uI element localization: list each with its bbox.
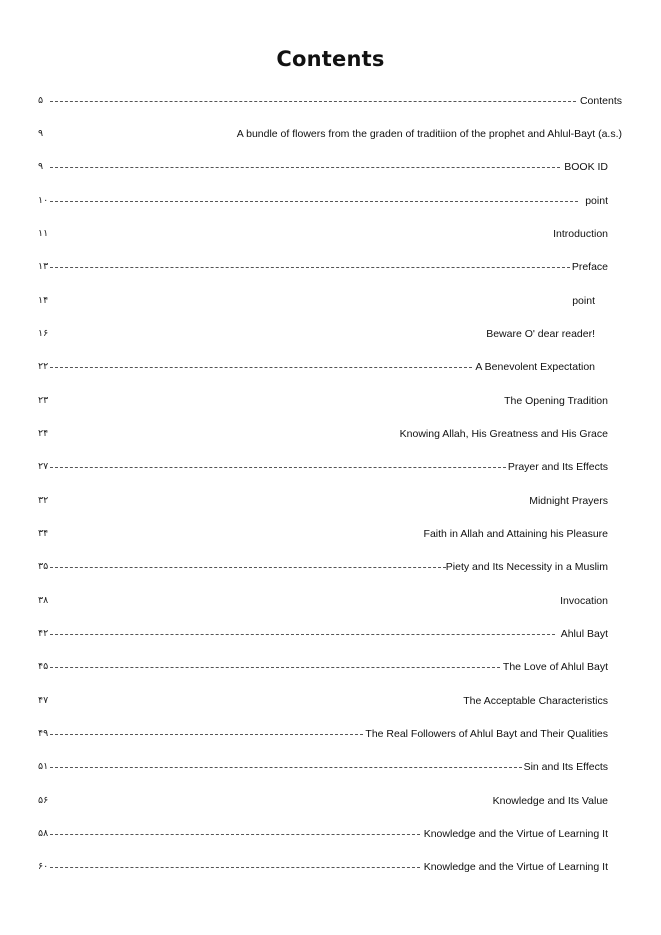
toc-entry[interactable] [0, 825, 661, 843]
toc-entry-title[interactable]: Knowledge and Its Value [492, 795, 608, 807]
toc-page-number: ۲۴ [38, 428, 49, 439]
toc-entry[interactable] [0, 292, 661, 310]
toc-entry[interactable] [0, 592, 661, 610]
toc-entry-title[interactable]: point [585, 195, 608, 207]
toc-entry-title[interactable]: Prayer and Its Effects [507, 461, 608, 473]
toc-entry-title[interactable]: Invocation [560, 595, 608, 607]
toc-page-number: ۹ [38, 161, 44, 172]
dotted-leader [50, 634, 555, 635]
toc-entry-title[interactable]: Preface [571, 261, 608, 273]
dotted-leader [50, 267, 570, 268]
toc-page-number: ۳۴ [38, 528, 49, 539]
toc-page-number: ۳۲ [38, 495, 49, 506]
toc-entry[interactable] [0, 858, 661, 876]
toc-page-number: ۱۴ [38, 295, 49, 306]
toc-entry-title[interactable]: Beware O' dear reader! [486, 328, 595, 340]
toc-page-number: ۱۶ [38, 328, 49, 339]
toc-page-number: ۶۰ [38, 861, 49, 872]
toc-page-number: ۳۸ [38, 595, 49, 606]
dotted-leader [50, 167, 560, 168]
toc-entry-title[interactable]: Sin and Its Effects [523, 761, 608, 773]
toc-entry[interactable] [0, 158, 661, 176]
toc-entry[interactable] [0, 325, 661, 343]
dotted-leader [50, 667, 500, 668]
toc-entry-title[interactable]: Piety and Its Necessity in a Muslim [445, 561, 608, 573]
toc-page-number: ۱۰ [38, 195, 49, 206]
toc-entry[interactable] [0, 425, 661, 443]
dotted-leader [50, 867, 420, 868]
toc-entry[interactable] [0, 725, 661, 743]
toc-entry[interactable] [0, 125, 661, 143]
page-title: Contents [276, 47, 385, 71]
toc-page-number: ۲۷ [38, 461, 49, 472]
toc-entry[interactable] [0, 392, 661, 410]
toc-page-number: ۵۸ [38, 828, 49, 839]
toc-entry-title[interactable]: A Benevolent Expectation [475, 361, 595, 373]
dotted-leader [50, 467, 506, 468]
toc-page-number: ۲۳ [38, 395, 49, 406]
toc-page-number: ۴۷ [38, 695, 49, 706]
toc-entry-title[interactable]: Midnight Prayers [529, 495, 608, 507]
toc-entry[interactable] [0, 192, 661, 210]
toc-entry[interactable] [0, 758, 661, 776]
toc-page-number: ۴۵ [38, 661, 49, 672]
toc-entry-title[interactable]: Ahlul Bayt [560, 628, 608, 640]
toc-page-number: ۴۲ [38, 628, 49, 639]
toc-entry[interactable] [0, 792, 661, 810]
toc-entry[interactable] [0, 358, 661, 376]
toc-entry[interactable] [0, 658, 661, 676]
toc-entry[interactable] [0, 625, 661, 643]
toc-entry-title[interactable]: The Love of Ahlul Bayt [502, 661, 608, 673]
toc-entry-title[interactable]: The Opening Tradition [504, 395, 608, 407]
toc-entry[interactable] [0, 525, 661, 543]
dotted-leader [50, 734, 363, 735]
toc-entry-title[interactable]: Faith in Allah and Attaining his Pleasure [423, 528, 608, 540]
toc-entry-title[interactable]: Knowing Allah, His Greatness and His Grace [399, 428, 608, 440]
toc-entry[interactable] [0, 458, 661, 476]
toc-entry[interactable] [0, 258, 661, 276]
toc-entry[interactable] [0, 492, 661, 510]
toc-page-number: ۵ [38, 95, 44, 106]
dotted-leader [50, 201, 578, 202]
dotted-leader [50, 101, 576, 102]
toc-entry-title[interactable]: The Acceptable Characteristics [463, 695, 608, 707]
dotted-leader [50, 367, 472, 368]
dotted-leader [50, 567, 446, 568]
toc-page-number: ۵۱ [38, 761, 49, 772]
toc-entry-title[interactable]: Contents [579, 95, 622, 107]
toc-entry-title[interactable]: Knowledge and the Virtue of Learning It [423, 828, 608, 840]
toc-entry[interactable] [0, 92, 661, 110]
toc-page-number: ۱۱ [38, 228, 49, 239]
toc-entry-title[interactable]: The Real Followers of Ahlul Bayt and Their Qualities [365, 728, 608, 740]
dotted-leader [50, 834, 420, 835]
toc-page-number: ۴۹ [38, 728, 49, 739]
toc-entry-title[interactable]: A bundle of flowers from the graden of traditiion of the prophet and Ahlul-Bayt (a.s.) [236, 128, 622, 140]
toc-page-number: ۱۳ [38, 261, 49, 272]
toc-page-number: ۵۶ [38, 795, 49, 806]
toc-entry-title[interactable]: Knowledge and the Virtue of Learning It [423, 861, 608, 873]
toc-entry-title[interactable]: Introduction [553, 228, 608, 240]
toc-entry[interactable] [0, 558, 661, 576]
toc-page-number: ۹ [38, 128, 44, 139]
toc-entry-title[interactable]: point [572, 295, 595, 307]
dotted-leader [50, 767, 522, 768]
toc-entry-title[interactable]: BOOK ID [564, 161, 608, 173]
toc-page-number: ۳۵ [38, 561, 49, 572]
toc-page-number: ۲۲ [38, 361, 49, 372]
toc-entry[interactable] [0, 692, 661, 710]
toc-entry[interactable] [0, 225, 661, 243]
